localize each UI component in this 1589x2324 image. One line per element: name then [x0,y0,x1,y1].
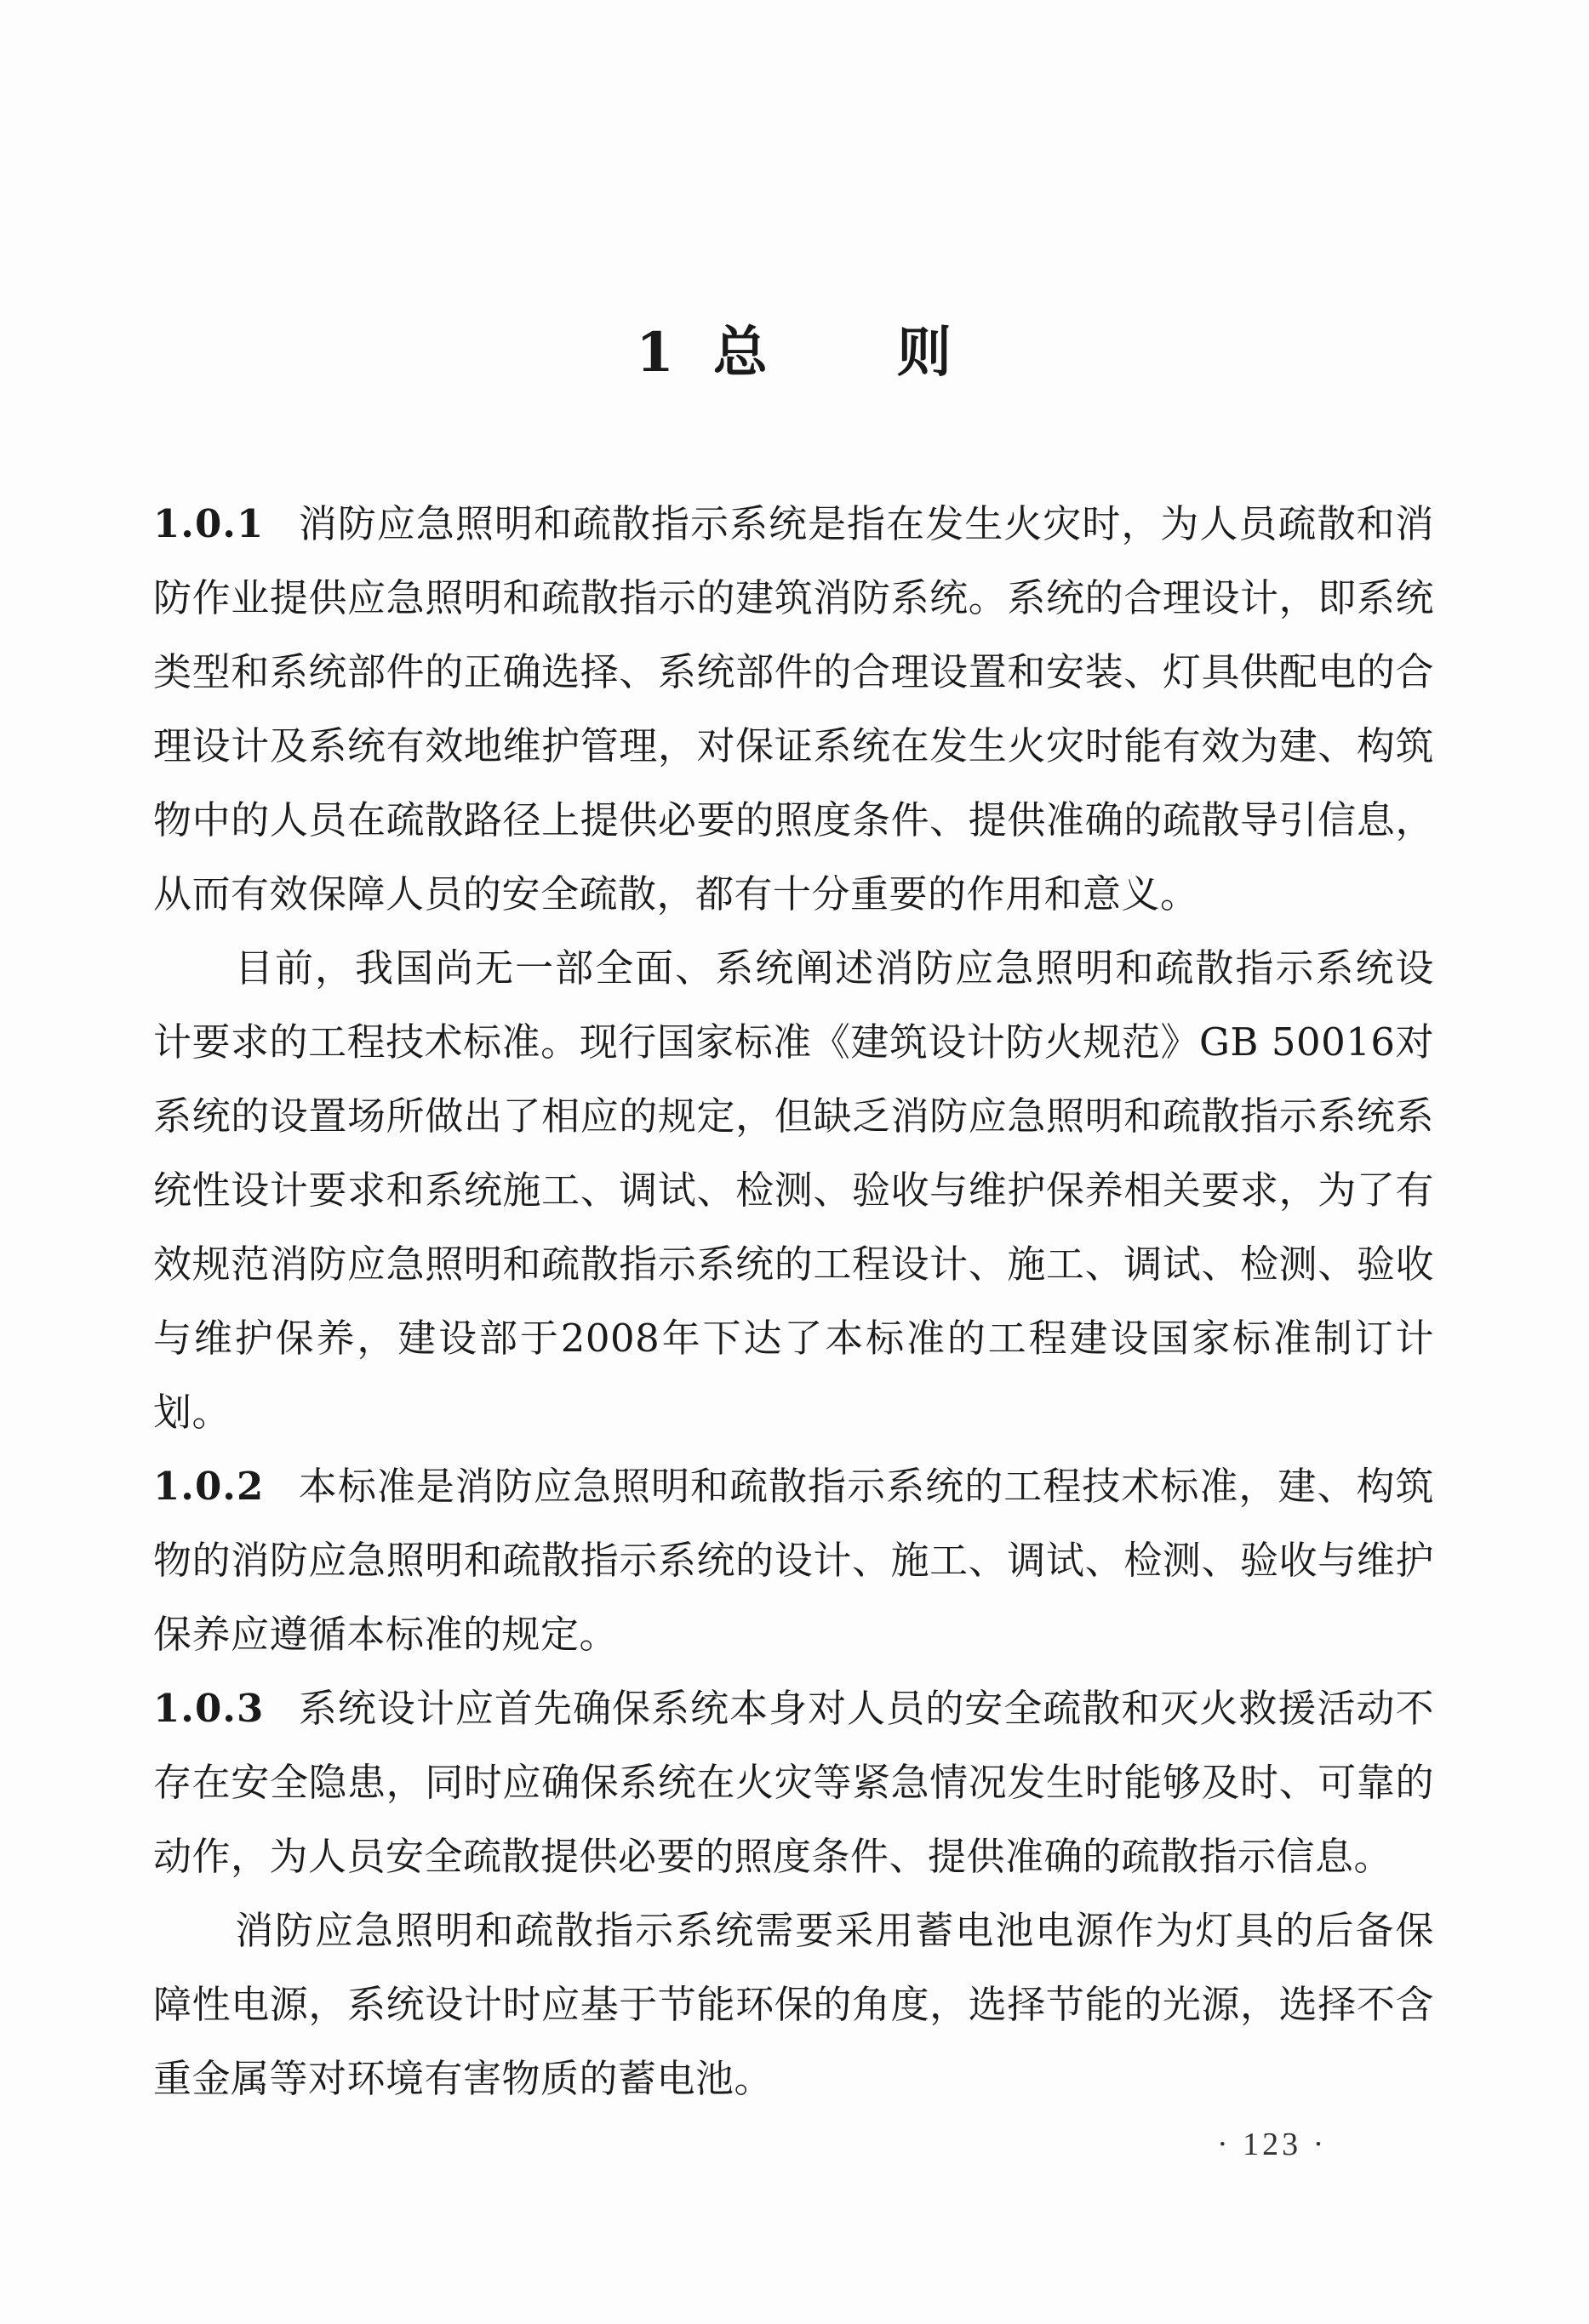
chapter-title-word-2: 则 [896,320,953,385]
clause-1-0-3 [153,1671,1434,1893]
clause-text: 消防应急照明和疏散指示系统是指在发生火灾时，为人员疏散和消防作业提供应急照明和疏散指示的建筑消防系统。系统的合理设计，即系统类型和系统部件的正确选择、系统部件的合理设置和安装、灯具供配电的合理设计及系统有效地维护管理，对保证系统在发生火灾时能有效为建、构筑物中的人员在疏散路径上提供必要的照度条件、提供准确的疏散导引信息，从而有效保障人员的安全疏散，都有十分重要的作用和意义。 [153,501,1434,916]
chapter-title [0,309,1589,387]
clause-number: 1.0.1 [153,501,265,546]
paragraph-energy-saving [153,1893,1434,2116]
paragraph-explanation [153,931,1434,1449]
clause-text: 系统设计应首先确保系统本身对人员的安全疏散和灭火救援活动不存在安全隐患，同时应确保系统在火灾等紧急情况发生时能够及时、可靠的动作，为人员安全疏散提供必要的照度条件、提供准确的疏散指示信息。 [153,1686,1434,1879]
chapter-title-word-1: 总 [712,320,769,385]
paragraph-text: 消防应急照明和疏散指示系统需要采用蓄电池电源作为灯具的后备保障性电源，系统设计时应基于节能环保的角度，选择节能的光源，选择不含重金属等对环境有害物质的蓄电池。 [153,1908,1434,2101]
page-number: · 123 · [1217,2127,1328,2162]
clause-number: 1.0.3 [153,1686,265,1731]
clause-1-0-2 [153,1449,1434,1671]
clause-number: 1.0.2 [153,1464,265,1509]
clause-1-0-1 [153,487,1434,931]
paragraph-text: 目前，我国尚无一部全面、系统阐述消防应急照明和疏散指示系统设计要求的工程技术标准。现行国家标准《建筑设计防火规范》GB 50016对系统的设置场所做出了相应的规定，但缺乏消防应急照明和疏散指示系统系统性设计要求和系统施工、调试、检测、验收与维护保养相关要求，为了有效规范消防应急照明和疏散指示系统的工程设计、施工、调试、检测、验收与维护保养，建设部于2008年下达了本标准的工程建设国家标准制订计划。 [153,945,1434,1435]
chapter-number: 1 [636,320,676,385]
chapter-body [153,487,1434,2116]
clause-text: 本标准是消防应急照明和疏散指示系统的工程技术标准，建、构筑物的消防应急照明和疏散指示系统的设计、施工、调试、检测、验收与维护保养应遵循本标准的规定。 [153,1464,1434,1657]
